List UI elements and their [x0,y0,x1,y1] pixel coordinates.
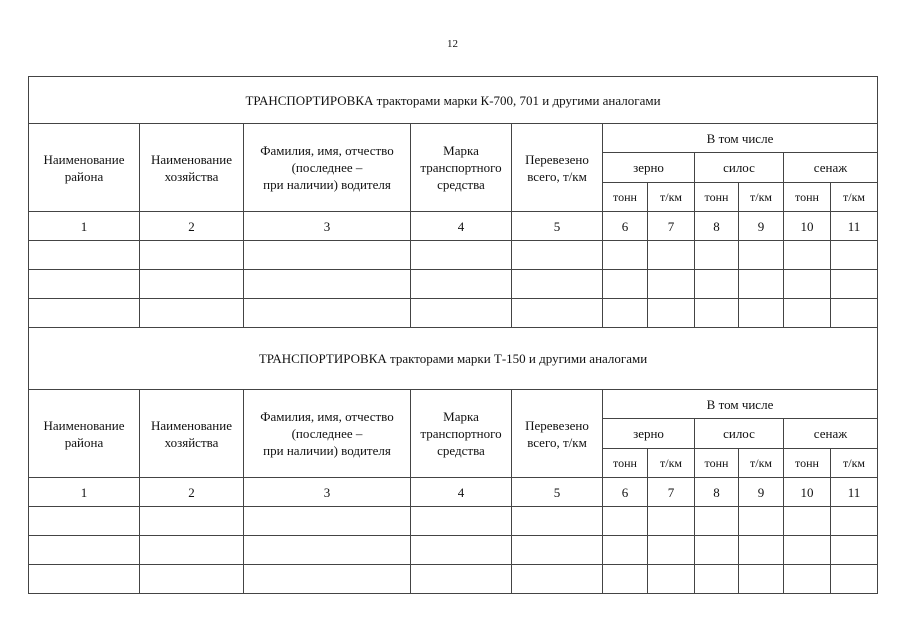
column-header-haylage: сенаж [784,419,878,449]
header-line: (последнее – [291,160,363,175]
table-row [29,270,878,299]
transport-report-table [28,76,878,594]
column-number: 7 [648,478,695,507]
table-cell [831,241,878,270]
table-cell [411,565,512,594]
column-number: 9 [739,212,784,241]
table-cell [512,270,603,299]
unit-header: т/км [648,183,695,212]
table-cell [244,299,411,328]
column-header-farm [140,390,244,478]
page-number: 12 [447,38,458,50]
table-cell [739,507,784,536]
unit-header: тонн [603,183,648,212]
column-header-driver [244,124,411,212]
table-cell [244,507,411,536]
unit-header: тонн [603,449,648,478]
table-cell [648,299,695,328]
table-cell [603,507,648,536]
column-header-silage: силос [695,153,784,183]
table-row [29,565,878,594]
header-line: (последнее – [291,426,363,441]
header-line: района [64,168,104,184]
table-cell [695,241,739,270]
table-row [29,507,878,536]
header-line: всего, т/км [527,434,587,450]
unit-header: тонн [784,449,831,478]
table-cell [29,565,140,594]
table-cell [739,241,784,270]
table-cell [695,270,739,299]
header-line: Наименование [43,151,125,167]
table-cell [784,270,831,299]
table-cell [411,299,512,328]
header-line: Фамилия, имя, отчество [260,143,394,158]
unit-header: т/км [648,449,695,478]
column-header-driver [244,390,411,478]
header-line: Марка [443,409,479,424]
column-number: 9 [739,478,784,507]
table-row [29,241,878,270]
column-header-total [512,124,603,212]
table-cell [512,241,603,270]
column-number-row [29,212,878,241]
column-number: 11 [831,212,878,241]
column-number: 10 [784,478,831,507]
column-header-district [29,390,140,478]
table-cell [648,241,695,270]
column-header-haylage: сенаж [784,153,878,183]
column-number: 6 [603,478,648,507]
header-line: при наличии) водителя [263,443,391,458]
header-line: при наличии) водителя [263,177,391,192]
column-number: 8 [695,212,739,241]
column-number: 6 [603,212,648,241]
table-cell [512,536,603,565]
section-title: ТРАНСПОРТИРОВКА тракторами марки Т-150 и другими аналогами [29,328,878,390]
column-number: 4 [411,478,512,507]
header-line: хозяйства [164,434,219,450]
column-header-including: В том числе [603,390,878,419]
table-cell [140,270,244,299]
table-cell [411,507,512,536]
table-cell [648,565,695,594]
table-cell [29,507,140,536]
column-number: 2 [140,478,244,507]
table-cell [603,536,648,565]
column-number: 11 [831,478,878,507]
table-cell [695,536,739,565]
unit-header: тонн [784,183,831,212]
table-cell [695,565,739,594]
table-cell [512,507,603,536]
column-header-vehicle [411,124,512,212]
table-cell [831,536,878,565]
header-line: Фамилия, имя, отчество [260,409,394,424]
column-header-grain: зерно [603,153,695,183]
table-cell [140,241,244,270]
unit-header: тонн [695,449,739,478]
column-header-district [29,124,140,212]
table-cell [244,536,411,565]
header-line: хозяйства [164,168,219,184]
header-line: Наименование [151,417,232,433]
table-cell [648,536,695,565]
table-cell [831,299,878,328]
table-cell [784,241,831,270]
table-cell [29,299,140,328]
table-cell [784,565,831,594]
header-line: всего, т/км [527,168,587,184]
column-number: 5 [512,478,603,507]
table-cell [603,299,648,328]
column-number: 5 [512,212,603,241]
table-cell [784,507,831,536]
column-number: 4 [411,212,512,241]
header-line: Марка [443,143,479,158]
table-cell [648,507,695,536]
column-number: 10 [784,212,831,241]
column-number: 1 [29,478,140,507]
column-header-vehicle [411,390,512,478]
column-number: 8 [695,478,739,507]
table-cell [244,241,411,270]
table-cell [411,536,512,565]
table-cell [784,536,831,565]
table-cell [411,270,512,299]
header-line: транспортного [420,426,502,441]
unit-header: т/км [831,449,878,478]
table-cell [140,565,244,594]
table-cell [411,241,512,270]
table-cell [140,536,244,565]
table-cell [648,270,695,299]
table-cell [29,536,140,565]
header-line: Наименование [151,151,232,167]
table-cell [244,270,411,299]
column-header-total [512,390,603,478]
column-header-farm [140,124,244,212]
table-cell [739,270,784,299]
table-cell [244,565,411,594]
header-line: Наименование [43,417,125,433]
column-number-row [29,478,878,507]
table-cell [140,507,244,536]
column-number: 1 [29,212,140,241]
table-cell [603,270,648,299]
column-number: 3 [244,478,411,507]
table-cell [784,299,831,328]
unit-header: т/км [831,183,878,212]
header-line: района [64,434,104,450]
column-number: 7 [648,212,695,241]
table-cell [29,241,140,270]
header-line: средства [437,443,485,458]
column-header-silage: силос [695,419,784,449]
table-cell [140,299,244,328]
column-header-including: В том числе [603,124,878,153]
unit-header: т/км [739,449,784,478]
table-row [29,536,878,565]
column-header-grain: зерно [603,419,695,449]
table-cell [695,299,739,328]
table-cell [739,536,784,565]
header-line: средства [437,177,485,192]
table-cell [695,507,739,536]
unit-header: тонн [695,183,739,212]
unit-header: т/км [739,183,784,212]
header-line: Перевезено [525,151,589,167]
header-line: транспортного [420,160,502,175]
table-cell [512,565,603,594]
header-line: Перевезено [525,417,589,433]
table-cell [831,565,878,594]
table-cell [831,270,878,299]
section-title: ТРАНСПОРТИРОВКА тракторами марки К-700, 701 и другими аналогами [29,77,878,124]
column-number: 2 [140,212,244,241]
table-cell [739,565,784,594]
table-cell [603,241,648,270]
column-number: 3 [244,212,411,241]
table-cell [831,507,878,536]
table-cell [739,299,784,328]
table-cell [603,565,648,594]
table-cell [29,270,140,299]
table-cell [512,299,603,328]
table-row [29,299,878,328]
